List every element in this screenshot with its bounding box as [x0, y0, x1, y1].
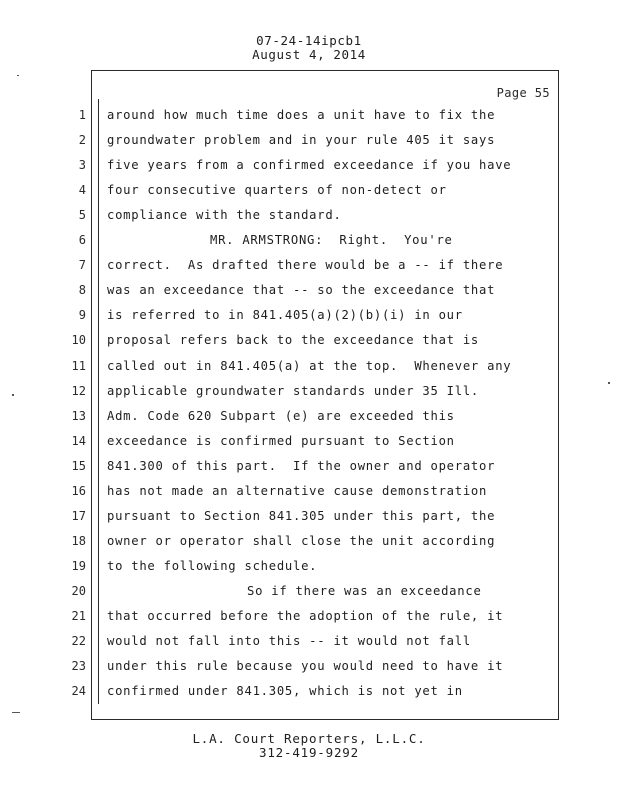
line-number: 16: [71, 484, 86, 498]
line-number: 14: [71, 434, 86, 448]
transcript-line: under this rule because you would need to have it: [107, 659, 504, 673]
transcript-line: exceedance is confirmed pursuant to Section: [107, 434, 455, 448]
line-number: 19: [71, 559, 86, 573]
line-number: 8: [78, 283, 86, 297]
transcript-line: owner or operator shall close the unit according: [107, 534, 496, 548]
line-number: 17: [71, 509, 86, 523]
line-number: 9: [78, 308, 86, 322]
transcript-line: 841.300 of this part. If the owner and operator: [107, 459, 496, 473]
line-number: 7: [78, 258, 86, 272]
line-number: 4: [78, 183, 86, 197]
transcript-line: confirmed under 841.305, which is not yet in: [107, 684, 463, 698]
line-number: 20: [71, 584, 86, 598]
case-number-header: 07-24-14ipcb1: [256, 33, 362, 48]
line-number: 3: [78, 158, 86, 172]
line-number: 10: [71, 333, 86, 347]
scan-speck: [17, 75, 19, 76]
transcript-line: to the following schedule.: [107, 559, 318, 573]
transcript-line: four consecutive quarters of non-detect or: [107, 183, 447, 197]
left-margin-rule: [98, 99, 99, 704]
scan-speck: [12, 394, 14, 396]
line-number: 5: [78, 208, 86, 222]
line-number: 6: [78, 233, 86, 247]
transcript-line: called out in 841.405(a) at the top. Whenever any: [107, 359, 512, 373]
court-reporter-phone: 312-419-9292: [259, 745, 359, 760]
date-header: August 4, 2014: [252, 47, 366, 62]
page-number: Page 55: [496, 86, 550, 100]
scan-speck: [608, 382, 610, 384]
line-number: 21: [71, 609, 86, 623]
line-number: 12: [71, 384, 86, 398]
line-number: 15: [71, 459, 86, 473]
scan-speck: [12, 712, 20, 713]
transcript-line: applicable groundwater standards under 35 Ill.: [107, 384, 480, 398]
transcript-line: proposal refers back to the exceedance that is: [107, 333, 480, 347]
transcript-line: MR. ARMSTRONG: Right. You're: [210, 233, 453, 247]
line-number: 24: [71, 684, 86, 698]
transcript-line: correct. As drafted there would be a -- if there: [107, 258, 504, 272]
line-number: 22: [71, 634, 86, 648]
line-number: 13: [71, 409, 86, 423]
transcript-line: is referred to in 841.405(a)(2)(b)(i) in our: [107, 308, 463, 322]
transcript-line: Adm. Code 620 Subpart (e) are exceeded this: [107, 409, 455, 423]
line-number: 2: [78, 133, 86, 147]
transcript-line: would not fall into this -- it would not fall: [107, 634, 471, 648]
line-number: 18: [71, 534, 86, 548]
line-number: 1: [78, 108, 86, 122]
transcript-line: has not made an alternative cause demonstration: [107, 484, 488, 498]
transcript-line: compliance with the standard.: [107, 208, 342, 222]
line-number: 23: [71, 659, 86, 673]
transcript-line: pursuant to Section 841.305 under this part, the: [107, 509, 496, 523]
transcript-line: five years from a confirmed exceedance if you have: [107, 158, 512, 172]
transcript-line: So if there was an exceedance: [247, 584, 482, 598]
transcript-line: was an exceedance that -- so the exceedance that: [107, 283, 496, 297]
transcript-line: that occurred before the adoption of the rule, it: [107, 609, 504, 623]
transcript-line: groundwater problem and in your rule 405 it says: [107, 133, 496, 147]
transcript-line: around how much time does a unit have to fix the: [107, 108, 496, 122]
court-reporter-name: L.A. Court Reporters, L.L.C.: [192, 731, 426, 746]
line-number: 11: [71, 359, 86, 373]
